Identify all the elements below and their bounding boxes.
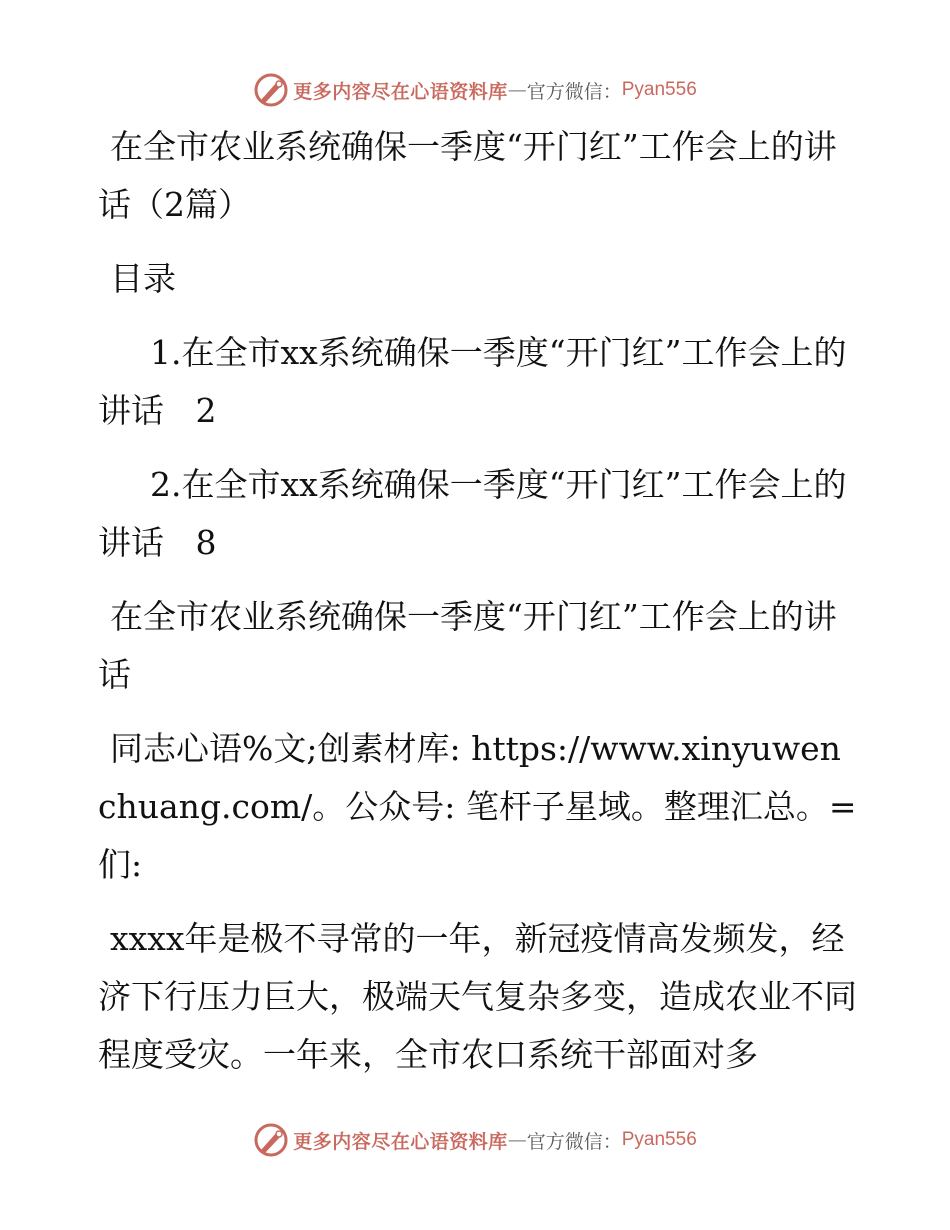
header-banner bbox=[0, 70, 950, 110]
banner-wechat-id: Pyan556 bbox=[621, 79, 697, 100]
banner-separator: — bbox=[507, 79, 527, 101]
toc-entry-text: 2.在全市xx系统确保一季度“开门红”工作会上的讲话 bbox=[98, 465, 847, 562]
pen-logo-icon bbox=[253, 72, 289, 108]
pen-logo-icon bbox=[253, 1122, 289, 1158]
toc-entry bbox=[98, 324, 858, 440]
banner-text: 更多内容尽在心语资料库 bbox=[293, 1130, 508, 1153]
toc-entry-page: 2 bbox=[195, 391, 217, 430]
banner-text: 更多内容尽在心语资料库 bbox=[293, 80, 508, 103]
toc-heading: 目录 bbox=[110, 259, 176, 298]
document-title: 在全市农业系统确保一季度“开门红”工作会上的讲话（2篇） bbox=[98, 127, 837, 224]
footer-banner bbox=[0, 1120, 950, 1160]
body-paragraph: xxxx年是极不寻常的一年，新冠疫情高发频发，经济下行压力巨大，极端天气复杂多变，造成农业不同程度受灾。一年来，全市农口系统干部面对多 bbox=[98, 919, 857, 1074]
toc-entry-page: 8 bbox=[195, 523, 217, 562]
banner-wechat-id: Pyan556 bbox=[621, 1129, 697, 1150]
toc-entry bbox=[98, 456, 858, 572]
section-title: 在全市农业系统确保一季度“开门红”工作会上的讲话 bbox=[98, 597, 837, 694]
banner-wechat-label: 官方微信： bbox=[526, 80, 622, 103]
intro-paragraph: 同志心语%文;创素材库: https://www.xinyuwenchuang.com/。公众号: 笔杆子星域。整理汇总。=们: bbox=[98, 729, 857, 884]
document-body bbox=[98, 118, 858, 1100]
banner-wechat-label: 官方微信： bbox=[526, 1130, 622, 1153]
banner-separator: — bbox=[507, 1129, 527, 1151]
toc-entry-text: 1.在全市xx系统确保一季度“开门红”工作会上的讲话 bbox=[98, 333, 847, 430]
